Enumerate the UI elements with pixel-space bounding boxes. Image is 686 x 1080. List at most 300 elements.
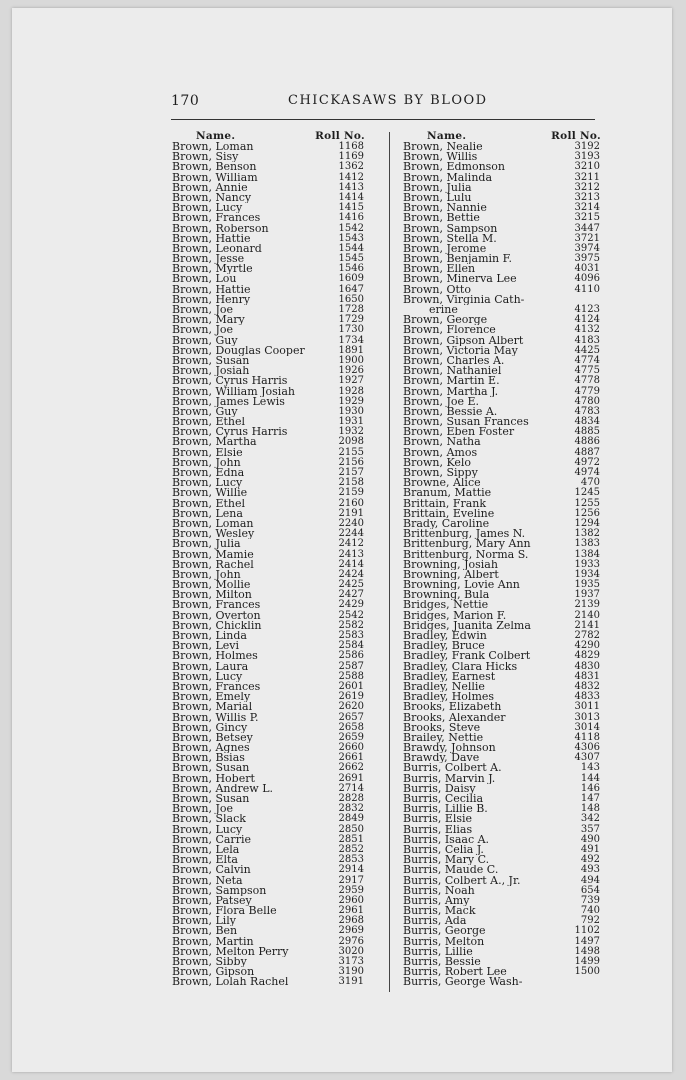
entry-name: Browning, Albert [403,569,499,581]
entry-name: Brown, Marial [172,702,253,713]
entry-roll-number: 4833 [574,691,600,703]
roll-entry [403,213,603,223]
entry-roll-number: 1729 [338,314,364,326]
roll-entry [172,509,367,519]
entry-roll-number [556,977,603,987]
entry-roll-number: 2584 [338,640,364,652]
entry-roll-number: 4306 [574,742,600,754]
roll-entry [403,723,603,733]
entry-name: Burris, Lillie [403,946,473,957]
entry-name: Brown, Hobert [172,773,255,784]
entry-roll-number: 4974 [574,467,600,478]
entry-name: erine [429,305,458,316]
entry-roll-number: 2098 [338,436,364,448]
entry-roll-number: 491 [580,843,600,855]
entry-name: Burris, Colbert A. [403,763,502,774]
entry-name: Brown, Carrie [172,834,251,845]
roll-entry [172,590,367,600]
roll-entry [172,346,367,356]
right-entry-list [403,142,603,988]
entry-name: Brown, Bessie A. [403,406,498,418]
roll-entry [172,896,367,906]
entry-name: Brown, Nannie [403,203,487,214]
entry-roll-number: 1416 [338,212,364,224]
entry-roll-number: 493 [580,864,600,876]
entry-roll-number: 3173 [338,956,364,967]
roll-entry [403,682,603,692]
entry-name: Brown, Virginia Cath- [403,294,525,305]
roll-entry [172,692,367,702]
entry-name: Brown, Agnes [172,743,250,754]
entry-name: Brown, Patsey [172,895,252,907]
entry-roll-number: 1499 [574,956,600,967]
roll-entry [403,886,603,896]
roll-entry [403,804,603,814]
roll-entry [172,682,367,692]
entry-name: Burris, Mack [403,906,476,917]
entry-name: Burris, George Wash- [403,977,523,988]
entry-roll-number: 1414 [338,191,364,203]
roll-entry [172,855,367,865]
roll-entry [403,295,603,305]
roll-entry [403,397,603,407]
roll-entry [403,356,603,366]
entry-roll-number: 2141 [574,619,600,631]
roll-entry [172,814,367,824]
roll-entry [172,387,367,397]
entry-roll-number: 3974 [574,242,600,254]
entry-roll-number: 2158 [338,477,364,489]
entry-roll-number: 1933 [574,558,600,570]
entry-name: Bridges, Marion F. [403,610,507,621]
entry-roll-number: 4779 [574,385,600,397]
entry-name: Brown, Sampson [172,885,267,896]
entry-name: Brooks, Alexander [403,712,506,723]
entry-roll-number: 792 [580,915,600,927]
roll-entry [172,162,367,172]
roll-entry [172,264,367,274]
roll-entry [403,325,603,335]
entry-name: Burris, Robert Lee [403,967,507,978]
entry-roll-number: 1728 [338,304,364,315]
entry-roll-number: 2413 [338,548,364,560]
entry-name: Brown, Calvin [172,865,251,876]
roll-entry [403,519,603,529]
roll-entry [172,967,367,977]
entry-name: Bradley, Bruce [403,641,485,652]
entry-roll-number: 4031 [574,263,600,275]
entry-name: Brown, Susan Frances [403,417,529,428]
entry-roll-number: 2659 [338,731,364,743]
entry-name: Brown, Hattie [172,284,251,295]
roll-entry [403,835,603,845]
roll-entry [403,315,603,325]
roll-entry [172,784,367,794]
roll-entry [172,478,367,488]
roll-entry [403,855,603,865]
page-number: 170 [171,93,200,109]
entry-roll-number: 470 [580,477,600,489]
entry-name: Brown, Martha [172,437,257,448]
entry-roll-number: 4886 [574,436,600,448]
roll-header: Roll No. [315,130,365,142]
entry-name: Brown, Nathaniel [403,366,502,377]
entry-roll-number: 1383 [574,538,600,550]
entry-roll-number: 654 [580,884,600,896]
roll-entry [403,713,603,723]
entry-roll-number: 357 [580,823,600,835]
entry-roll-number: 4124 [574,314,600,326]
entry-name: Brown, Bettie [403,213,480,224]
entry-name: Brown, Ben [172,926,238,937]
header-rule [171,119,595,120]
name-header: Name. [196,130,236,142]
entry-roll-number: 1168 [338,141,364,152]
entry-name: Burris, Ada [403,916,467,927]
entry-name: Burris, Elias [403,824,473,835]
roll-entry [403,417,603,427]
entry-name: Brown, Willis [403,152,478,163]
entry-name: Brown, Chicklin [172,620,262,631]
entry-name: Brown, Emely [172,692,251,703]
roll-entry [403,183,603,193]
entry-roll-number: 2542 [338,609,364,621]
entry-roll-number: 2832 [338,803,364,815]
entry-name: Brown, Mollie [172,580,251,591]
entry-name: Brown, Joe [172,305,233,316]
roll-entry [403,407,603,417]
entry-name: Brown, Nancy [172,192,252,204]
entry-roll-number: 2157 [338,467,364,478]
entry-name: Brown, John [172,569,241,581]
entry-name: Brown, Florence [403,325,496,336]
roll-entry [172,448,367,458]
entry-name: Brown, Joe [172,804,233,815]
column-divider [389,132,390,992]
roll-entry [172,315,367,325]
entry-name: Brown, Nealie [403,142,483,153]
entry-roll-number: 1928 [338,385,364,397]
entry-name: Brown, Josiah [172,366,250,377]
roll-entry [172,519,367,529]
entry-roll-number: 1544 [338,242,364,254]
entry-name: Burris, Maude C. [403,865,499,876]
entry-name: Brown, Gipson Albert [403,335,524,346]
entry-roll-number: 3214 [574,202,600,214]
entry-name: Brittain, Eveline [403,508,495,519]
entry-roll-number: 2661 [338,752,364,764]
roll-entry [403,651,603,661]
roll-entry [172,295,367,305]
entry-name: Brown, Mary [172,315,245,326]
entry-name: Brailey, Nettie [403,732,484,744]
entry-name: Burris, Bessie [403,957,481,968]
roll-entry [403,336,603,346]
roll-entry [403,641,603,651]
roll-entry [172,713,367,723]
entry-roll-number: 4110 [574,283,600,295]
entry-roll-number: 1102 [574,925,600,937]
entry-roll-number: 1926 [338,365,364,377]
roll-entry [403,285,603,295]
entry-name: Brown, Slack [172,814,246,825]
entry-name: Brown, Martha J. [403,386,499,397]
roll-entry [172,835,367,845]
entry-name: Brown, Ellen [403,264,476,275]
entry-roll-number: 2140 [574,609,600,621]
roll-entry [403,662,603,672]
entry-roll-number: 3193 [574,151,600,163]
roll-entry [172,468,367,478]
entry-name: Bradley, Frank Colbert [403,651,531,662]
entry-name: Brown, Minerva Lee [403,274,517,285]
entry-roll-number: 494 [580,874,600,886]
entry-roll-number: 3721 [574,232,600,244]
entry-roll-number: 1647 [338,283,364,295]
roll-entry [403,366,603,376]
entry-roll-number: 1931 [338,416,364,428]
entry-roll-number: 2959 [338,884,364,896]
entry-name: Brown, Leonard [172,243,262,255]
roll-header: Roll No. [551,130,601,142]
entry-roll-number: 2849 [338,813,364,825]
roll-entry [172,977,367,987]
roll-entry [172,285,367,295]
roll-entry [403,274,603,284]
entry-roll-number: 2586 [338,650,364,662]
roll-entry [403,672,603,682]
roll-entry [172,794,367,804]
roll-entry [172,234,367,244]
roll-entry [172,539,367,549]
entry-name: Brown, Guy [172,406,238,418]
entry-name: Brown, Ethel [172,417,246,428]
roll-entry [172,417,367,427]
entry-roll-number: 2159 [338,487,364,499]
roll-entry [403,937,603,947]
entry-roll-number: 2852 [338,843,364,855]
entry-roll-number: 2601 [338,680,364,692]
entry-roll-number: 2851 [338,833,364,845]
entry-roll-number: 2828 [338,793,364,804]
entry-roll-number: 1934 [574,568,600,580]
roll-entry [403,478,603,488]
entry-roll-number: 4885 [574,426,600,438]
entry-name: Brown, Overton [172,610,261,621]
entry-name: Brown, Susan [172,794,250,805]
entry-roll-number: 2583 [338,630,364,641]
roll-entry [172,702,367,712]
roll-entry [403,580,603,590]
roll-entry [403,743,603,753]
entry-name: Brown, Lucy [172,824,243,835]
entry-name: Burris, Lillie B. [403,804,488,815]
roll-entry [172,193,367,203]
entry-roll-number: 1935 [574,579,600,591]
left-column-header [172,129,367,142]
entry-roll-number: 1498 [574,945,600,957]
entry-name: Brown, Susan [172,763,250,774]
roll-entry [172,651,367,661]
entry-roll-number: 1415 [338,202,364,214]
entry-roll-number: 3975 [574,253,600,265]
entry-roll-number: 1545 [338,253,364,265]
entry-roll-number: 2588 [338,670,364,682]
entry-roll-number: 1930 [338,405,364,417]
entry-roll-number: 3210 [574,161,600,173]
entry-name: Brown, Frances [172,213,261,224]
roll-entry [403,203,603,213]
roll-entry [403,224,603,234]
roll-entry [172,173,367,183]
entry-name: Brown, Lucy [172,203,243,214]
entry-roll-number: 1927 [338,375,364,387]
entry-roll-number: 4307 [574,752,600,764]
entry-roll-number: 3013 [574,711,600,723]
entry-roll-number: 4425 [574,344,600,356]
roll-entry [172,397,367,407]
roll-entry [403,539,603,549]
roll-entry [403,865,603,875]
roll-entry [403,876,603,886]
roll-entry [403,967,603,977]
entry-name: Brown, Martin E. [403,376,500,387]
entry-name: Bradley, Earnest [403,671,496,682]
roll-entry [403,448,603,458]
entry-roll-number: 2657 [338,711,364,723]
entry-name: Brown, Flora Belle [172,906,277,917]
entry-name: Burris, Colbert A., Jr. [403,875,521,886]
entry-name: Brown, Lena [172,508,243,519]
entry-roll-number: 3213 [574,191,600,203]
entry-name: Brown, Linda [172,631,247,642]
roll-entry [172,570,367,580]
roll-entry [403,570,603,580]
document-page [12,8,672,1072]
entry-roll-number: 1542 [338,222,364,234]
entry-name: Brown, Melton Perry [172,946,289,957]
roll-entry [403,437,603,447]
entry-name: Brown, Kelo [403,457,472,468]
entry-name: Brown, Martin [172,936,254,947]
roll-entry [403,845,603,855]
roll-entry [172,876,367,886]
roll-entry [403,509,603,519]
roll-entry [172,845,367,855]
entry-roll-number: 2714 [338,782,364,794]
roll-entry [172,947,367,957]
roll-entry [172,142,367,152]
entry-roll-number: 1362 [338,161,364,173]
roll-entry [403,264,603,274]
roll-entry [403,621,603,631]
entry-roll-number: 490 [580,833,600,845]
entry-name: Brown, Elsie [172,447,243,458]
entry-name: Bradley, Holmes [403,692,495,703]
left-entry-list [172,142,367,988]
roll-entry [172,743,367,753]
roll-entry [172,600,367,610]
entry-name: Brown, Sisy [172,152,239,163]
entry-name: Brown, Lulu [403,192,472,204]
entry-roll-number: 3192 [574,141,600,152]
entry-roll-number: 1929 [338,395,364,407]
entry-roll-number: 2412 [338,538,364,550]
entry-roll-number: 1255 [574,497,600,509]
entry-roll-number: 1891 [338,344,364,356]
roll-entry [172,723,367,733]
roll-entry [403,254,603,264]
entry-name: Brown, Amos [403,447,478,458]
entry-roll-number: 2240 [338,517,364,529]
entry-name: Brown, Benson [172,162,257,173]
entry-roll-number: 143 [580,762,600,774]
entry-name: Bridges, Nettie [403,600,489,611]
roll-entry [172,254,367,264]
entry-name: Branum, Mattie [403,488,492,499]
roll-entry [172,906,367,916]
entry-roll-number: 2160 [338,497,364,509]
roll-entry [172,427,367,437]
entry-name: Brown, Lela [172,844,240,856]
entry-roll-number: 3191 [338,976,364,988]
entry-name: Brown, Julia [403,182,472,193]
roll-entry [403,427,603,437]
roll-entry [172,611,367,621]
entry-roll-number: 2853 [338,854,364,866]
entry-roll-number: 1730 [338,324,364,336]
roll-entry [403,753,603,763]
entry-name: Burris, Melton [403,936,485,947]
roll-entry [403,234,603,244]
entry-name: Brown, Edmonson [403,162,506,173]
entry-name: Burris, George [403,926,486,937]
entry-name: Brown, Malinda [403,172,492,183]
entry-roll-number: 4118 [574,731,600,743]
entry-roll-number: 1937 [574,589,600,601]
entry-roll-number: 4096 [574,273,600,285]
roll-entry [172,550,367,560]
roll-entry [172,274,367,284]
entry-name: Brown, Betsey [172,732,253,744]
entry-name: Brown, Guy [172,335,238,346]
entry-roll-number: 2662 [338,762,364,774]
entry-name: Brown, Roberson [172,223,269,234]
roll-entry [172,488,367,498]
entry-roll-number: 2850 [338,823,364,835]
entry-name: Browning, Josiah [403,559,498,570]
entry-name: Brown, Loman [172,518,254,530]
roll-entry [172,213,367,223]
roll-entry [172,804,367,814]
roll-entry [403,733,603,743]
entry-name: Brittenburg, Mary Ann [403,539,531,550]
roll-entry [172,244,367,254]
roll-entry [172,305,367,315]
entry-roll-number: 2968 [338,915,364,927]
entry-roll-number: 2429 [338,599,364,611]
roll-entry [403,499,603,509]
entry-name: Brown, Sippy [403,468,478,479]
entry-name: Brown, Sampson [403,223,498,234]
entry-name: Brown, Benjamin F. [403,254,513,265]
roll-entry [172,152,367,162]
entry-roll-number: 1245 [574,487,600,499]
roll-entry [172,763,367,773]
entry-roll-number: 4887 [574,446,600,458]
entry-name: Brown, Frances [172,600,261,611]
entry-name: Brown, Lily [172,916,237,927]
